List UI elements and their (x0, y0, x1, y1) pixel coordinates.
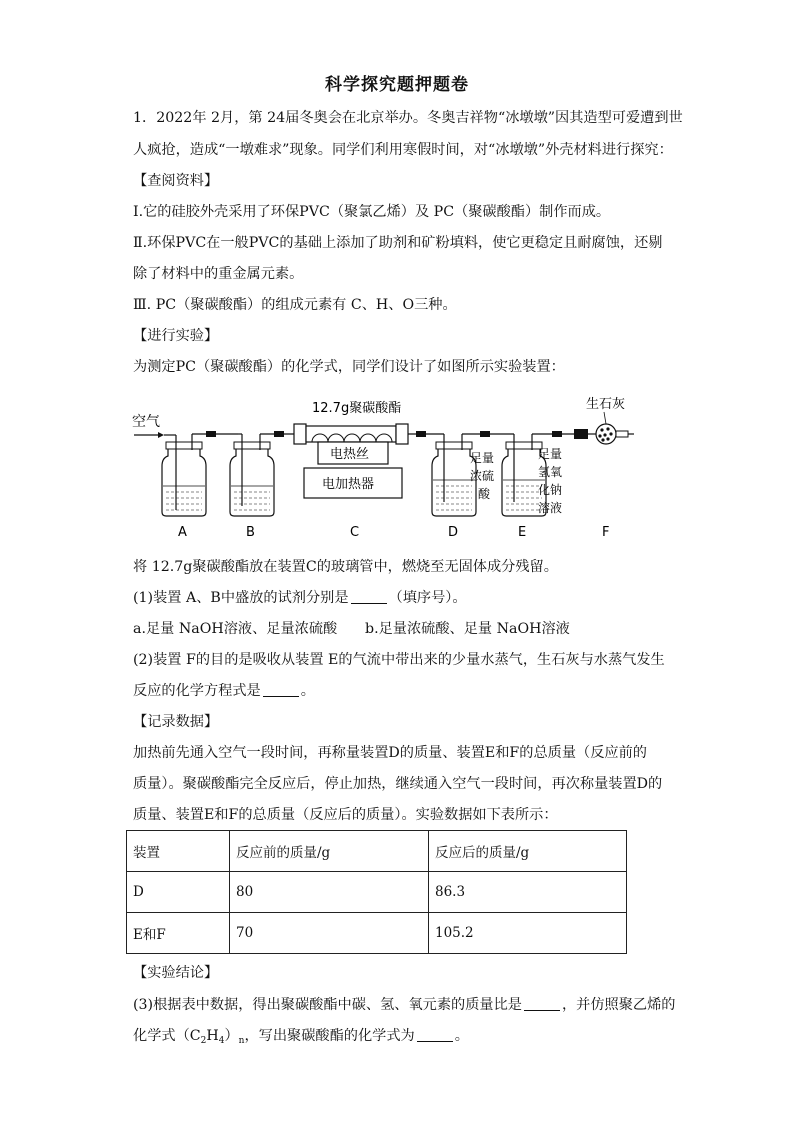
bottle-d (432, 434, 494, 516)
sample-label: 12.7g聚碳酸酯 (312, 401, 402, 416)
label-f: F (602, 525, 610, 540)
record-line-3: 质量、装置E和F的总质量（反应后的质量）。实验数据如下表所示： (133, 807, 558, 823)
page-title: 科学探究题押题卷 (325, 75, 469, 95)
section-record-heading: 【记录数据】 (133, 714, 219, 730)
bottle-a (162, 434, 206, 516)
answer-blank-2[interactable] (263, 682, 299, 697)
table-cell: 86.3 (429, 872, 627, 913)
table-cell: 70 (230, 913, 429, 954)
table-header-cell: 装置 (127, 831, 230, 872)
experiment-intro: 为测定PC（聚碳酸酯）的化学式，同学们设计了如图所示实验装置： (133, 359, 565, 375)
label-d: D (448, 525, 459, 540)
device-c (294, 400, 408, 498)
table-header-row (127, 831, 627, 872)
experiment-step: 将 12.7g聚碳酸酯放在装置C的玻璃管中，燃烧至无固体成分残留。 (133, 559, 558, 575)
label-b: B (246, 525, 255, 540)
question-intro-line-2: 人疯抢，造成“一墩难求”现象。同学们利用寒假时间，对“冰墩墩”外壳材料进行探究： (133, 142, 673, 158)
question-part-3-line-2: 化学式$(C_2H_4)_n$，写出聚碳酸酯的化学式为 。 (133, 1028, 469, 1046)
table-cell: E和F (127, 913, 230, 954)
info-item-3: Ⅲ. PC（聚碳酸酯）的组成元素有 C、H、O三种。 (133, 297, 457, 313)
bottle-e-label-2: 氢氧 (538, 465, 563, 479)
record-line-2: 质量）。聚碳酸酯完全反应后，停止加热，继续通入空气一段时间，再次称量装置D的 (133, 776, 663, 792)
heater-wire-label: 电热丝 (330, 447, 370, 462)
answer-blank-1[interactable] (351, 589, 387, 604)
table-header-cell: 反应前的质量/g (230, 831, 429, 872)
heater-label: 电加热器 (322, 477, 375, 492)
info-item-1: Ⅰ.它的硅胶外壳采用了环保PVC（聚氯乙烯）及 PC（聚碳酸酯）制作而成。 (133, 204, 611, 220)
record-line-1: 加热前先通入空气一段时间，再称量装置D的质量、装置E和F的总质量（反应前的 (133, 745, 647, 761)
table-row (127, 872, 627, 913)
bottle-b (230, 434, 274, 516)
bottle-d-label-2: 浓硫 (470, 469, 495, 483)
air-label: 空气 (132, 414, 160, 430)
bottle-e-label-4: 溶液 (538, 501, 563, 515)
option-b: b.足量浓硫酸、足量 NaOH溶液 (365, 621, 570, 637)
info-item-2-line-1: Ⅱ.环保PVC在一般PVC的基础上添加了助剂和矿粉填料，使它更稳定且耐腐蚀，还剔 (133, 235, 663, 251)
bottle-e-label-1: 足量 (538, 447, 563, 461)
section-conclusion-heading: 【实验结论】 (133, 965, 219, 981)
info-item-2-line-2: 除了材料中的重金属元素。 (133, 266, 304, 282)
options-row (133, 619, 613, 639)
label-c: C (350, 525, 360, 540)
bottle-d-label-3: 酸 (478, 487, 491, 501)
question-part-1: (1)装置 A、B中盛放的试剂分别是 （填序号）。 (133, 590, 467, 606)
table-header-cell: 反应后的质量/g (429, 831, 627, 872)
table-cell: 105.2 (429, 913, 627, 954)
answer-blank-4[interactable] (417, 1027, 453, 1042)
label-e: E (518, 525, 527, 540)
data-table (126, 830, 627, 954)
answer-blank-3[interactable] (524, 996, 560, 1011)
bottle-e (502, 434, 562, 516)
table-cell: D (127, 872, 230, 913)
table-row (127, 913, 627, 954)
question-part-2-line-2: 反应的化学方程式是 。 (133, 683, 315, 699)
option-a: a.足量 NaOH溶液、足量浓硫酸 (133, 621, 338, 637)
section-experiment-heading: 【进行实验】 (133, 328, 219, 344)
bottle-d-label-1: 足量 (470, 451, 495, 465)
question-intro-line-1: 1．2022年 2月，第 24届冬奥会在北京举办。冬奥吉祥物“冰墩墩”因其造型可爱遭到世 (133, 110, 683, 126)
label-a: A (178, 525, 187, 540)
quicklime-label: 生石灰 (586, 397, 626, 412)
question-part-3-line-1: (3)根据表中数据，得出聚碳酸酯中碳、氢、氧元素的质量比是 ，并仿照聚乙烯的 (133, 997, 676, 1013)
question-part-2-line-1: (2)装置 F的目的是吸收从装置 E的气流中带出来的少量水蒸气，生石灰与水蒸气发生 (133, 652, 665, 668)
section-lookup-heading: 【查阅资料】 (133, 173, 219, 189)
apparatus-diagram (128, 390, 638, 540)
bottle-e-label-3: 化钠 (538, 483, 563, 497)
table-cell: 80 (230, 872, 429, 913)
drying-tube-f (574, 396, 634, 444)
